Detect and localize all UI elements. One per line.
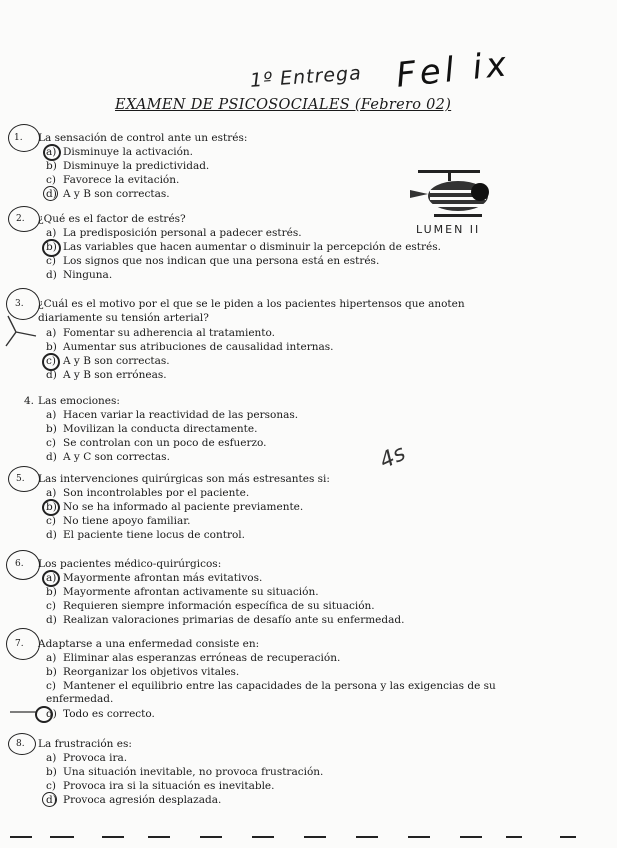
divider (506, 836, 522, 838)
answer-mark-circle (43, 186, 58, 201)
answer-mark-circle (42, 499, 60, 516)
option-a[interactable]: a) Mayormente afrontan más evitativos. (46, 572, 263, 584)
question-stem: Los pacientes médico-quirúrgicos: (38, 558, 222, 570)
option-b[interactable]: b) Una situación inevitable, no provoca frustración. (46, 766, 324, 778)
question-stem: Las intervenciones quirúrgicas son más estresantes si: (38, 473, 330, 485)
option-b[interactable]: b) Reorganizar los objetivos vitales. (46, 666, 240, 678)
option-b[interactable]: b) Aumentar sus atribuciones de causalidad internas. (46, 341, 334, 353)
option-a[interactable]: a) Provoca ira. (46, 752, 128, 764)
option-d[interactable]: d) A y B son erróneas. (46, 369, 167, 381)
option-c[interactable]: c) No tiene apoyo familiar. (46, 515, 191, 527)
divider (304, 836, 326, 838)
answer-mark-circle (43, 144, 61, 161)
option-d[interactable]: d) Ninguna. (46, 269, 113, 281)
option-a[interactable]: a) Son incontrolables por el paciente. (46, 487, 250, 499)
option-c[interactable]: c) A y B son correctas. (46, 355, 170, 367)
option-d[interactable]: d) A y C son correctas. (46, 451, 170, 463)
divider (460, 836, 482, 838)
handwritten-round: 1º Entrega (249, 62, 363, 92)
question-stem: Adaptarse a una enfermedad consiste en: (38, 638, 260, 650)
option-d[interactable]: d) El paciente tiene locus de control. (46, 529, 245, 541)
question-number-circle (8, 124, 40, 152)
option-c[interactable]: c) Favorece la evitación. (46, 174, 180, 186)
helicopter-logo-icon (408, 164, 498, 226)
question-stem: La frustración es: (38, 738, 132, 750)
question-stem: ¿Qué es el factor de estrés? (38, 213, 186, 225)
divider (560, 836, 576, 838)
question-number: 8. (16, 739, 25, 749)
divider (252, 836, 274, 838)
option-c[interactable]: c) Mantener el equilibrio entre las capacidades de la persona y las exigencias de su enfermedad. (46, 680, 496, 705)
question-number: 1. (14, 133, 23, 143)
handwritten-name: Fel ix (394, 44, 513, 96)
question-number: 6. (15, 559, 24, 569)
divider (356, 836, 378, 838)
option-b[interactable]: b) Movilizan la conducta directamente. (46, 423, 258, 435)
divider (148, 836, 170, 838)
question-stem: Las emociones: (38, 395, 120, 407)
option-a[interactable]: a) Hacen variar la reactividad de las personas. (46, 409, 299, 421)
option-b[interactable]: b) No se ha informado al paciente previamente. (46, 501, 304, 513)
option-a[interactable]: a) Fomentar su adherencia al tratamiento. (46, 327, 275, 339)
page-title: EXAMEN DE PSICOSOCIALES (Febrero 02) (115, 97, 452, 113)
divider (50, 836, 74, 838)
question-number: 5. (16, 474, 25, 484)
option-b[interactable]: b) Las variables que hacen aumentar o disminuir la percepción de estrés. (46, 241, 441, 253)
divider (102, 836, 124, 838)
question-stem: ¿Cuál es el motivo por el que se le piden a los pacientes hipertensos que anoten diariamente su tensión arterial? (38, 298, 465, 324)
option-d[interactable]: d) Todo es correcto. (46, 708, 155, 720)
option-b[interactable]: b) Mayormente afrontan activamente su situación. (46, 586, 319, 598)
question-number: 4. (24, 395, 35, 407)
option-a[interactable]: a) Eliminar alas esperanzas erróneas de recuperación. (46, 652, 341, 664)
option-c[interactable]: c) Requieren siempre información específica de su situación. (46, 600, 375, 612)
answer-mark-circle (42, 792, 57, 807)
option-d[interactable]: d) Realizan valoraciones primarias de desafío ante su enfermedad. (46, 614, 405, 626)
option-d[interactable]: d) A y B son correctas. (46, 188, 170, 200)
question-number: 3. (15, 299, 24, 309)
pen-scribble-icon (2, 312, 42, 352)
divider (10, 836, 32, 838)
option-d[interactable]: d) Provoca agresión desplazada. (46, 794, 222, 806)
option-c[interactable]: c) Los signos que nos indican que una persona está en estrés. (46, 255, 380, 267)
arrow-scribble-icon (8, 700, 42, 720)
question-stem: La sensación de control ante un estrés: (38, 132, 248, 144)
option-a[interactable]: a) La predisposición personal a padecer estrés. (46, 227, 302, 239)
question-number: 2. (16, 214, 25, 224)
question-number: 7. (15, 639, 24, 649)
divider (408, 836, 430, 838)
answer-mark-circle (42, 570, 60, 587)
option-b[interactable]: b) Disminuye la predictividad. (46, 160, 210, 172)
option-a[interactable]: a) Disminuye la activación. (46, 146, 194, 158)
handwritten-margin-note: 4s (375, 440, 410, 475)
logo-text: LUMEN II (416, 223, 481, 236)
option-c[interactable]: c) Se controlan con un poco de esfuerzo. (46, 437, 267, 449)
divider (200, 836, 222, 838)
option-c[interactable]: c) Provoca ira si la situación es inevitable. (46, 780, 275, 792)
